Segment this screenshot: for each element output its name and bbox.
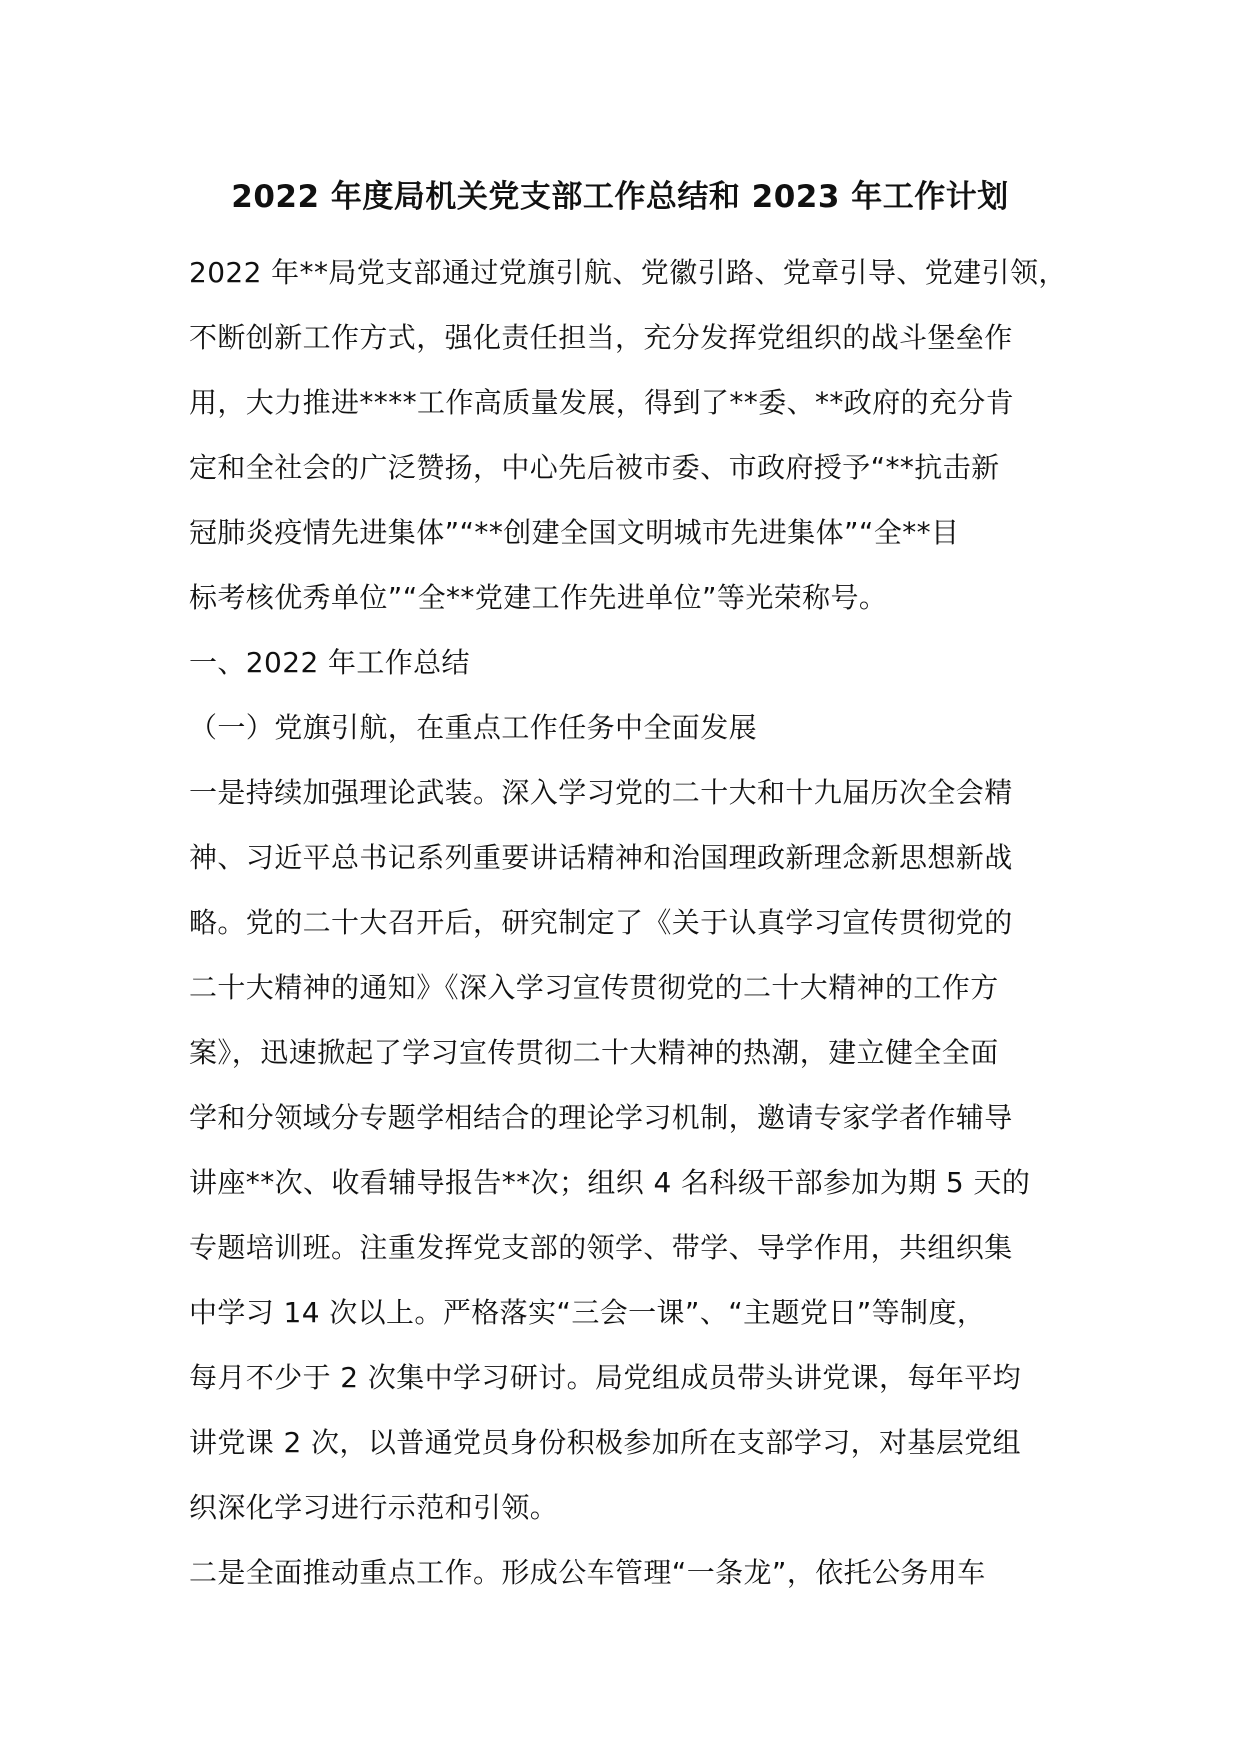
body-line: 中学习 14 次以上。严格落实“三会一课”、“主题党日”等制度， bbox=[189, 1296, 986, 1329]
body-line: 织深化学习进行示范和引领。 bbox=[189, 1491, 559, 1524]
body-line: 一是持续加强理论武装。深入学习党的二十大和十九届历次全会精 bbox=[189, 776, 1013, 809]
section-heading: 一、2022 年工作总结 bbox=[189, 646, 470, 679]
body-line: 定和全社会的广泛赞扬，中心先后被市委、市政府授予“**抗击新 bbox=[189, 451, 1000, 484]
body-line: 二是全面推动重点工作。形成公车管理“一条龙”，依托公务用车 bbox=[189, 1556, 986, 1589]
body-line: 略。党的二十大召开后，研究制定了《关于认真学习宣传贯彻党的 bbox=[189, 906, 1013, 939]
document-title: 2022 年度局机关党支部工作总结和 2023 年工作计划 bbox=[231, 179, 1009, 215]
body-line: 学和分领域分专题学相结合的理论学习机制，邀请专家学者作辅导 bbox=[189, 1101, 1013, 1134]
body-line: 二十大精神的通知》《深入学习宣传贯彻党的二十大精神的工作方 bbox=[189, 971, 999, 1004]
body-line: 讲党课 2 次，以普通党员身份积极参加所在支部学习，对基层党组 bbox=[189, 1426, 1022, 1459]
body-line: 专题培训班。注重发挥党支部的领学、带学、导学作用，共组织集 bbox=[189, 1231, 1013, 1264]
body-line: 神、习近平总书记系列重要讲话精神和治国理政新理念新思想新战 bbox=[189, 841, 1013, 874]
body-line: 每月不少于 2 次集中学习研讨。局党组成员带头讲党课，每年平均 bbox=[189, 1361, 1022, 1394]
subsection-heading: （一）党旗引航，在重点工作任务中全面发展 bbox=[189, 711, 758, 744]
body-line: 冠肺炎疫情先进集体”“**创建全国文明城市先进集体”“全**目 bbox=[189, 516, 960, 549]
body-line: 案》，迅速掀起了学习宣传贯彻二十大精神的热潮，建立健全全面 bbox=[189, 1036, 999, 1069]
body-line: 不断创新工作方式，强化责任担当，充分发挥党组织的战斗堡垒作 bbox=[189, 321, 1013, 354]
body-line: 标考核优秀单位”“全**党建工作先进单位”等光荣称号。 bbox=[189, 581, 888, 614]
body-line: 2022 年**局党支部通过党旗引航、党徽引路、党章引导、党建引领， bbox=[189, 256, 1067, 289]
document-body bbox=[189, 240, 1069, 1605]
body-line: 讲座**次、收看辅导报告**次；组织 4 名科级干部参加为期 5 天的 bbox=[189, 1166, 1031, 1199]
body-line: 用，大力推进****工作高质量发展，得到了**委、**政府的充分肯 bbox=[189, 386, 1015, 419]
